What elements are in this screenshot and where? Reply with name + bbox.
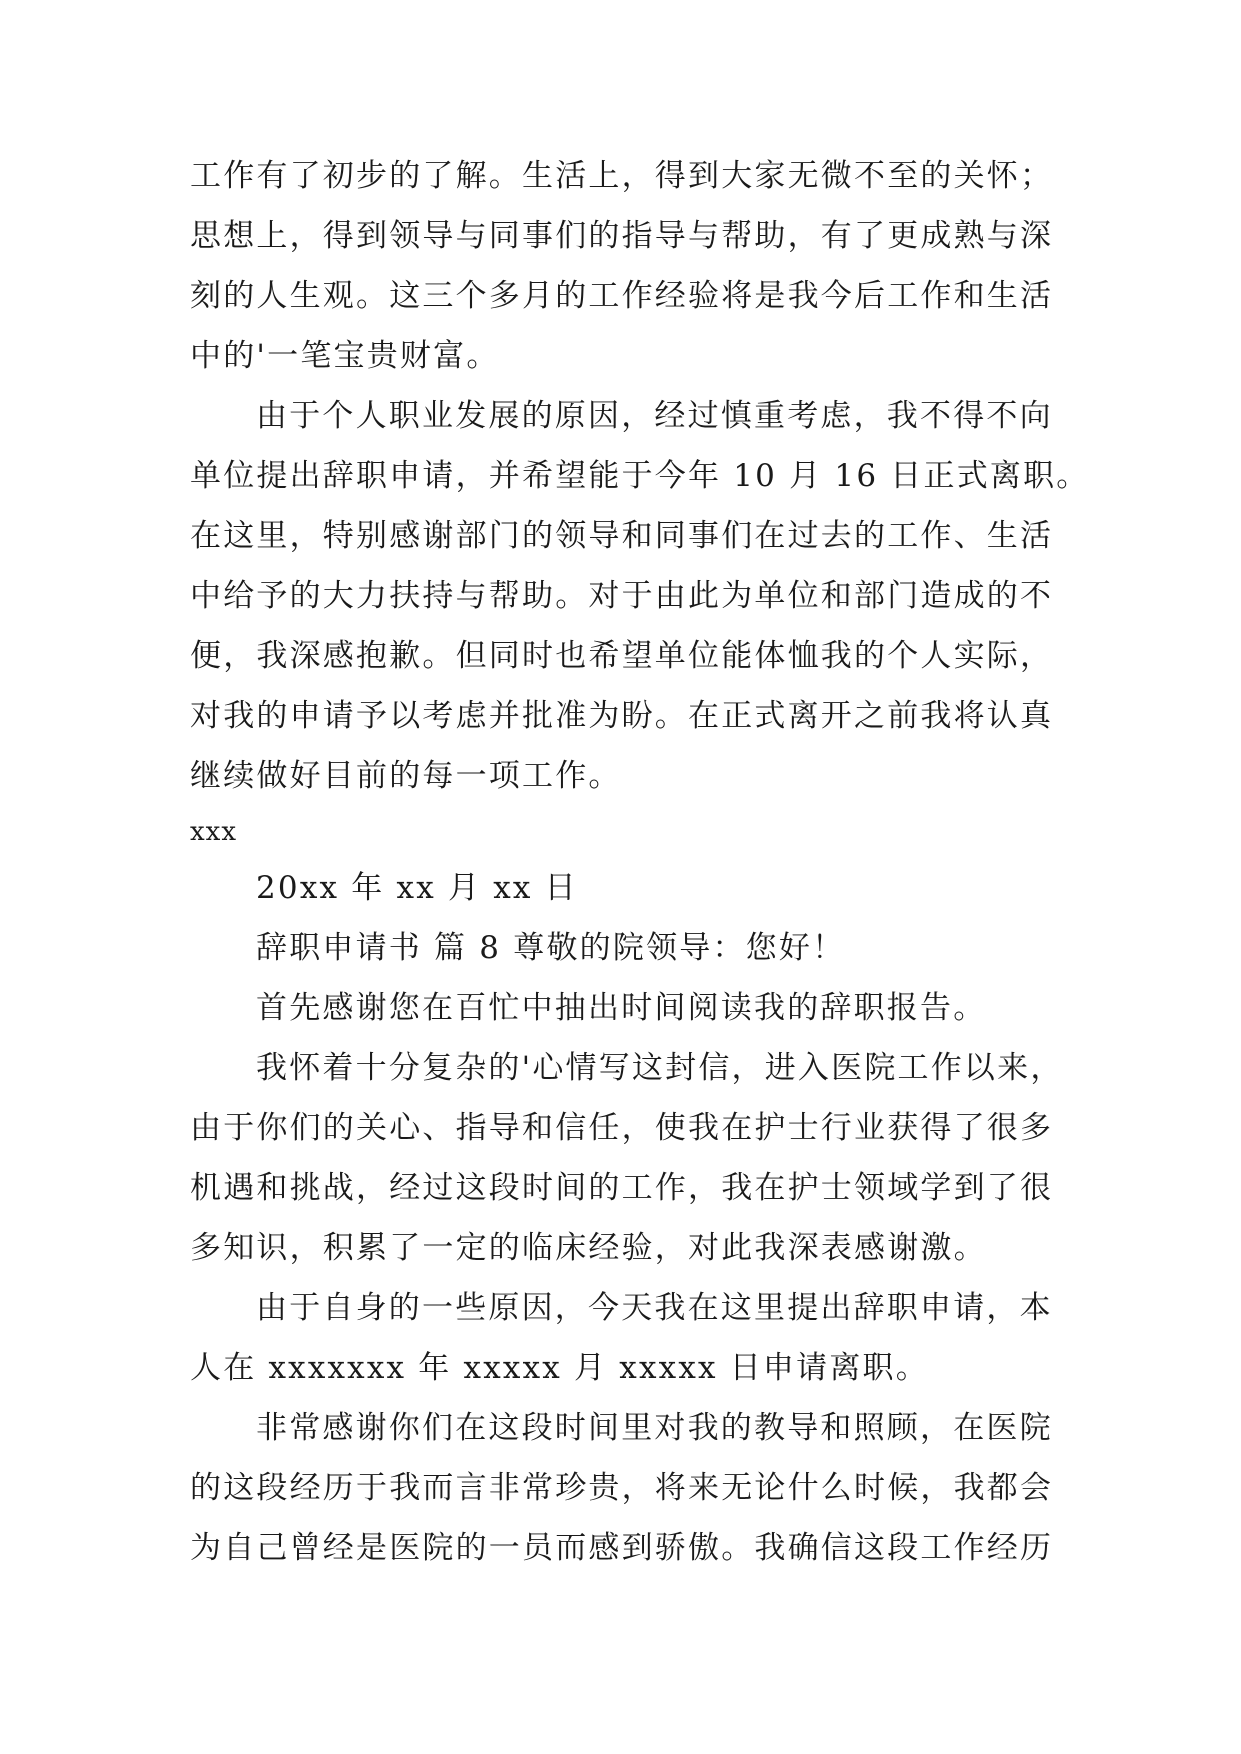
text-line: 继续做好目前的每一项工作。 bbox=[190, 758, 622, 794]
text-line: 单位提出辞职申请，并希望能于今年 10 月 16 日正式离职。 bbox=[190, 458, 1090, 494]
text-line: 机遇和挑战，经过这段时间的工作，我在护士领域学到了很 bbox=[190, 1170, 1054, 1206]
text-line: 工作有了初步的了解。生活上，得到大家无微不至的关怀； bbox=[190, 158, 1054, 194]
text-line: 由于个人职业发展的原因，经过慎重考虑，我不得不向 bbox=[256, 398, 1053, 434]
text-line: 刻的人生观。这三个多月的工作经验将是我今后工作和生活 bbox=[190, 278, 1054, 314]
text-line: 在这里，特别感谢部门的领导和同事们在过去的工作、生活 bbox=[190, 518, 1054, 554]
text-line: 便，我深感抱歉。但同时也希望单位能体恤我的个人实际， bbox=[190, 638, 1054, 674]
date-line: 20xx 年 xx 月 xx 日 bbox=[256, 870, 578, 906]
text-line: 多知识，积累了一定的临床经验，对此我深表感谢激。 bbox=[190, 1230, 987, 1266]
text-line: 中的'一笔宝贵财富。 bbox=[190, 338, 500, 374]
text-line: 中给予的大力扶持与帮助。对于由此为单位和部门造成的不 bbox=[190, 578, 1054, 614]
text-line: 人在 xxxxxxx 年 xxxxx 月 xxxxx 日申请离职。 bbox=[190, 1350, 929, 1386]
text-line: 由于自身的一些原因，今天我在这里提出辞职申请，本 bbox=[256, 1290, 1053, 1326]
text-line: 对我的申请予以考虑并批准为盼。在正式离开之前我将认真 bbox=[190, 698, 1054, 734]
section-heading: 辞职申请书 篇 8 尊敬的院领导：您好！ bbox=[256, 930, 846, 966]
text-line: 非常感谢你们在这段时间里对我的教导和照顾，在医院 bbox=[256, 1410, 1053, 1446]
signature-name: xxx bbox=[190, 817, 237, 847]
text-line: 我怀着十分复杂的'心情写这封信，进入医院工作以来， bbox=[256, 1050, 1064, 1086]
text-line: 由于你们的关心、指导和信任，使我在护士行业获得了很多 bbox=[190, 1110, 1054, 1146]
text-line: 的这段经历于我而言非常珍贵，将来无论什么时候，我都会 bbox=[190, 1470, 1054, 1506]
text-line: 思想上，得到领导与同事们的指导与帮助，有了更成熟与深 bbox=[190, 218, 1054, 254]
text-line: 为自己曾经是医院的一员而感到骄傲。我确信这段工作经历 bbox=[190, 1530, 1054, 1566]
text-line: 首先感谢您在百忙中抽出时间阅读我的辞职报告。 bbox=[256, 990, 987, 1026]
